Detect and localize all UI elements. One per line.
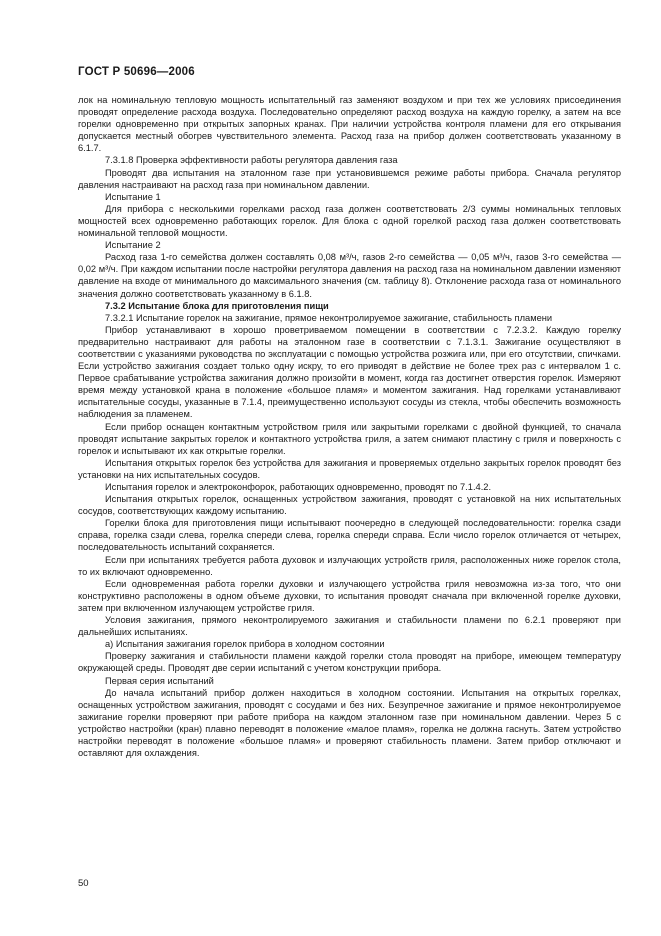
paragraph: Условия зажигания, прямого неконтролируемого зажигания и стабильности пламени по 6.2.1 проверяют при дальнейших испытаниях.	[78, 615, 621, 638]
section-heading-7-3-1-8: 7.3.1.8 Проверка эффективности работы регулятора давления газа	[105, 155, 398, 166]
paragraph: лок на номинальную тепловую мощность испытательный газ заменяют воздухом и при тех же условиях присоединения проводят определение расхода воздуха. Последовательно определяют расход воздуха на каждую горелку, а затем на все горелки одновременно при открытых запорных кранах. При наличии устройства контроля пламени для его открывания допускается местный обогрев чувствительного элемента. Расход газа на прибор должен соответствовать указанному в 6.1.7.	[78, 95, 621, 154]
page-number: 50	[78, 878, 89, 889]
paragraph: Проверку зажигания и стабильности пламени каждой горелки стола проводят на приборе, имеющем температуру окружающей среды. Проводят две серии испытаний с учетом конструкции прибора.	[78, 651, 621, 674]
paragraph: Для прибора с несколькими горелками расход газа должен соответствовать 2/3 суммы номинальных тепловых мощностей всех одновременно работающих горелок. Для блока с одной горелкой расход газа должен соответствовать номинальной тепловой мощности.	[78, 203, 621, 239]
paragraph: Расход газа 1-го семейства должен составлять 0,08 м³/ч, газов 2-го семейства — 0,05 м³/ч, газов 3-го семейства — 0,02 м³/ч. При каждом испытании после настройки регулятора давления на расход газа на номинальном давлении изменяют давление на входе от минимального до максимального значения (см. таблицу 8). Отклонение расхода газа от номинального значения должно соответствовать указанному в 6.1.8.	[78, 252, 621, 299]
paragraph: Горелки блока для приготовления пищи испытывают поочередно в следующей последовательности: горелка сзади справа, горелка сзади слева, горелка спереди слева, горелка спереди справа. Если число горелок отличается от четырех, последовательность испытаний сохраняется.	[78, 518, 621, 553]
paragraph: Испытания горелок и электроконфорок, работающих одновременно, проводят по 7.1.4.2.	[105, 482, 492, 492]
document-body	[78, 94, 621, 759]
paragraph: Если при испытаниях требуется работа духовок и излучающих устройств гриля, расположенных ниже горелок стола, то их включают одновременно.	[78, 554, 621, 577]
paragraph: Если прибор оснащен контактным устройством гриля или закрытыми горелками с двойной функцией, то сначала проводят испытание закрытых горелок и контактного устройства гриля, а затем снимают пластину с гриля и поверхность с горелок и испытывают их как открытые горелки.	[78, 421, 621, 456]
paragraph: Прибор устанавливают в хорошо проветриваемом помещении в соответствии с 7.2.3.2. Каждую горелку предварительно настраивают для работы на эталонном газе в соответствии с 7.1.3.1. Зажигание осуществляют в соответствии с указаниями руководства по эксплуатации с помощью устройства розжига или, при его отсутствии, спичками. Если устройство зажигания создает только одну искру, то его приводят в действие не более трех раз с интервалом 1 с. Первое срабатывание устройства зажигания должно произойти в момент, когда газ достигнет отверстия горелок. Измеряют время между установкой крана в положение «большое пламя» и моментом зажигания. Над горелками устанавливают испытательные сосуды, указанные в 7.1.4, преимущественно используют сосуды из стекла, чтобы обеспечить возможность наблюдения за пламенем.	[78, 324, 621, 420]
paragraph: Проводят два испытания на эталонном газе при установившемся режиме работы прибора. Сначала регулятор давления настраивают на расход газа при номинальном давлении.	[78, 167, 621, 190]
document-header: ГОСТ Р 50696—2006	[78, 66, 195, 78]
subheading-test-1: Испытание 1	[105, 191, 161, 202]
section-heading-7-3-2: 7.3.2 Испытание блока для приготовления пищи	[105, 300, 329, 311]
paragraph: Испытания открытых горелок, оснащенных устройством зажигания, проводят с установкой на них испытательных сосудов, соответствующих каждому испытанию.	[78, 494, 621, 517]
paragraph: Испытания открытых горелок без устройства для зажигания и проверяемых отдельно закрытых горелок проводят без установки на них испытательных сосудов.	[78, 457, 621, 480]
paragraph: Если одновременная работа горелки духовки и излучающего устройства гриля невозможна из-за того, что они конструктивно расположены в одном объеме духовки, то испытания проводят сначала при включенной горелке духовки, затем при включенном излучающем устройстве гриля.	[78, 578, 621, 613]
subheading-first-series: Первая серия испытаний	[105, 675, 214, 686]
paragraph: До начала испытаний прибор должен находиться в холодном состоянии. Испытания на открытых горелках, оснащенных устройством зажигания, проводят с сосудами и без них. Безупречное зажигание и прямое неконтролируемое зажигание горелки проверяют при работе прибора на каждом эталонном газе при номинальном давлении. Через 5 с устройство настройки (кран) плавно переводят в положение «малое пламя», горелка не должна гаснуть. Затем устройство настройки переводят в положение «большое пламя» и проверяют стабильность пламени. Затем прибор отключают и оставляют для охлаждения.	[78, 687, 621, 759]
section-heading-7-3-2-1: 7.3.2.1 Испытание горелок на зажигание, прямое неконтролируемое зажигание, стабильность пламени	[105, 312, 553, 323]
subheading-test-2: Испытание 2	[105, 240, 161, 251]
list-item-a: а) Испытания зажигания горелок прибора в холодном состоянии	[105, 639, 385, 650]
